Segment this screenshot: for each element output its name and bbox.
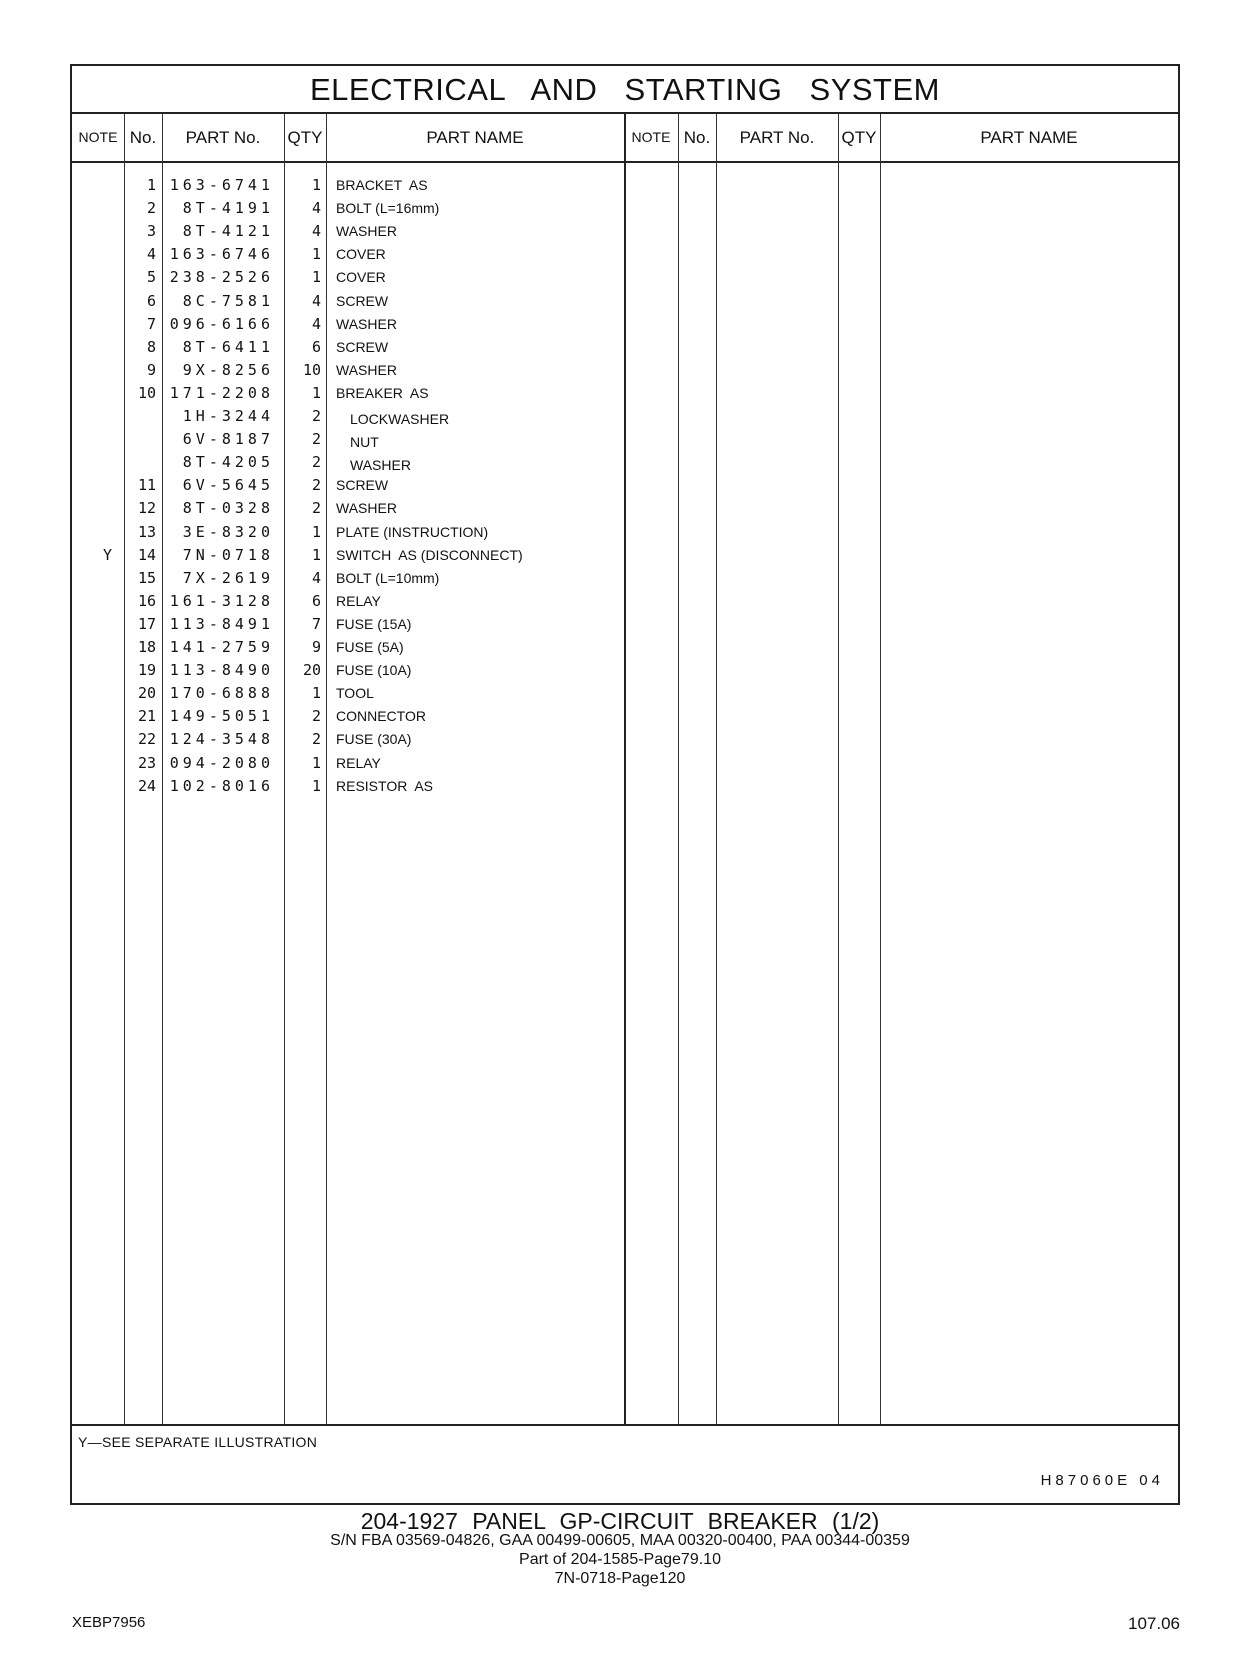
row-quantity: 2 (311, 476, 321, 495)
table-row (72, 728, 1178, 751)
row-part-number: 163-6746 (169, 245, 274, 264)
row-part-name: RELAY (336, 592, 381, 609)
row-part-name: FUSE (15A) (336, 615, 412, 632)
row-number: 6 (146, 291, 156, 310)
table-row (72, 451, 1178, 474)
row-number: 14 (137, 545, 156, 564)
row-quantity: 1 (311, 245, 321, 264)
row-part-name: FUSE (30A) (336, 731, 412, 748)
row-part-name: BREAKER AS (336, 384, 429, 401)
table-row (72, 682, 1178, 705)
row-part-name: BOLT (L=10mm) (336, 569, 440, 586)
row-note: Y (102, 545, 112, 564)
row-part-name: BOLT (L=16mm) (336, 200, 440, 217)
document-id: XEBP7956 (72, 1614, 146, 1631)
row-note (72, 590, 112, 613)
row-note (72, 636, 112, 659)
table-row (72, 336, 1178, 359)
header-qty-left: QTY (287, 128, 323, 147)
row-part-name: FUSE (5A) (336, 639, 404, 655)
row-number: 1 (146, 176, 156, 194)
row-number: 7 (146, 314, 156, 333)
row-quantity: 1 (311, 684, 321, 703)
row-part-name: CONNECTOR (336, 708, 426, 725)
table-row (72, 382, 1178, 405)
row-note (72, 497, 112, 520)
row-note (72, 197, 112, 220)
table-row (72, 290, 1178, 313)
row-note (72, 313, 112, 336)
row-part-number: 149-5051 (169, 707, 274, 726)
figure-code: H87060E 04 (1040, 1472, 1164, 1489)
row-quantity: 7 (311, 614, 321, 633)
row-quantity: 4 (311, 222, 321, 241)
row-number: 22 (137, 730, 156, 749)
table-row (72, 497, 1178, 520)
row-quantity: 9 (311, 638, 321, 656)
table-row (72, 544, 1178, 567)
row-part-number: 7X-2619 (182, 568, 274, 587)
table-row (72, 775, 1178, 798)
row-note (72, 174, 112, 197)
row-note (72, 290, 112, 313)
table-row (72, 636, 1178, 659)
row-quantity: 4 (311, 568, 321, 587)
table-row (72, 197, 1178, 220)
row-note (72, 567, 112, 590)
row-quantity: 1 (311, 522, 321, 541)
row-number: 15 (137, 568, 156, 587)
row-part-number: 124-3548 (169, 730, 274, 749)
row-note (72, 705, 112, 728)
table-row (72, 752, 1178, 775)
row-quantity: 10 (302, 360, 321, 379)
row-number: 4 (146, 245, 156, 264)
row-part-name: SCREW (336, 292, 389, 309)
header-part-no-left: PART No. (185, 128, 261, 147)
row-number: 16 (137, 591, 156, 610)
table-row (72, 266, 1178, 289)
row-note (72, 405, 112, 428)
row-part-number: 113-8490 (169, 661, 274, 680)
row-part-name: WASHER (336, 500, 397, 517)
row-part-name: COVER (336, 246, 386, 263)
table-row (72, 174, 1178, 197)
row-part-name: WASHER (350, 457, 411, 474)
page-reference: 7N-0718-Page120 (554, 1570, 686, 1587)
row-number: 18 (137, 638, 156, 656)
row-note (72, 474, 112, 497)
row-note (72, 613, 112, 636)
row-part-name: COVER (336, 269, 386, 286)
row-part-name: NUT (350, 434, 379, 451)
row-quantity: 2 (311, 430, 321, 449)
row-part-name: FUSE (10A) (336, 662, 412, 679)
table-row (72, 567, 1178, 590)
row-note (72, 220, 112, 243)
row-number: 19 (137, 661, 156, 680)
header-no-left: No. (129, 128, 157, 147)
row-quantity: 1 (311, 268, 321, 287)
row-part-number: 6V-8187 (182, 430, 274, 449)
row-number: 23 (137, 753, 156, 772)
row-part-number: 8C-7581 (182, 291, 274, 310)
row-part-number: 8T-0328 (182, 499, 274, 518)
row-number: 11 (137, 476, 156, 495)
table-row (72, 521, 1178, 544)
row-part-number: 3E-8320 (182, 522, 274, 541)
row-note (72, 243, 112, 266)
row-note (72, 775, 112, 798)
row-note (72, 659, 112, 682)
row-part-number: 163-6741 (169, 176, 274, 194)
row-number: 24 (137, 776, 156, 795)
table-row (72, 590, 1178, 613)
row-part-number: 8T-4121 (182, 222, 274, 241)
section-title: ELECTRICAL AND STARTING SYSTEM (72, 66, 1178, 114)
row-part-name: SCREW (336, 477, 389, 494)
table-row (72, 428, 1178, 451)
row-part-number: 8T-4191 (182, 199, 274, 218)
row-part-name: LOCKWASHER (350, 411, 450, 427)
row-number: 3 (146, 222, 156, 241)
row-note (72, 728, 112, 751)
row-note (72, 521, 112, 544)
row-quantity: 6 (311, 337, 321, 356)
table-row (72, 359, 1178, 382)
row-quantity: 6 (311, 591, 321, 610)
row-part-number: 1H-3244 (182, 407, 274, 425)
row-note (72, 451, 112, 474)
row-number (124, 428, 156, 451)
footnote: Y—SEE SEPARATE ILLUSTRATION (78, 1434, 318, 1450)
row-number: 20 (137, 684, 156, 703)
row-number (124, 405, 156, 428)
header-no-right: No. (683, 128, 711, 147)
row-number: 21 (137, 707, 156, 726)
row-part-number: 096-6166 (169, 314, 274, 333)
row-part-number: 9X-8256 (182, 360, 274, 379)
row-part-name: BRACKET AS (336, 177, 428, 193)
header-note-right: NOTE (631, 129, 671, 145)
header-part-name-left: PART NAME (426, 128, 524, 147)
row-quantity: 4 (311, 291, 321, 310)
row-part-number: 7N-0718 (182, 545, 274, 564)
table-row (72, 659, 1178, 682)
row-quantity: 20 (302, 661, 321, 680)
row-part-number: 113-8491 (169, 614, 274, 633)
row-part-name: WASHER (336, 223, 397, 240)
row-part-number: 238-2526 (169, 268, 274, 287)
row-number: 2 (146, 199, 156, 218)
parts-list-frame (70, 64, 1180, 1505)
table-row (72, 313, 1178, 336)
table-row (72, 613, 1178, 636)
row-quantity: 2 (311, 707, 321, 726)
figure-caption-title: 204-1927 PANEL GP-CIRCUIT BREAKER (1/2) (360, 1508, 880, 1534)
row-part-name: WASHER (336, 361, 397, 378)
row-part-number: 141-2759 (169, 638, 274, 656)
row-part-number: 8T-4205 (182, 453, 274, 472)
row-note (72, 382, 112, 405)
row-number: 8 (146, 337, 156, 356)
header-note-left: NOTE (78, 129, 118, 145)
row-quantity: 1 (311, 383, 321, 402)
table-bottom-divider (72, 1424, 1178, 1426)
row-part-number: 170-6888 (169, 684, 274, 703)
row-note (72, 266, 112, 289)
row-number (124, 451, 156, 474)
row-number: 9 (146, 360, 156, 379)
header-part-name-right: PART NAME (980, 128, 1078, 147)
row-part-name: SCREW (336, 338, 389, 355)
row-note (72, 682, 112, 705)
row-part-name: TOOL (336, 685, 374, 702)
row-number: 12 (137, 499, 156, 518)
row-part-number: 171-2208 (169, 383, 274, 402)
row-quantity: 1 (311, 776, 321, 795)
table-row (72, 220, 1178, 243)
row-number: 17 (137, 614, 156, 633)
row-part-number: 161-3128 (169, 591, 274, 610)
row-part-name: SWITCH AS (DISCONNECT) (336, 546, 523, 563)
row-number: 13 (137, 522, 156, 541)
row-quantity: 2 (311, 730, 321, 749)
row-quantity: 1 (311, 176, 321, 194)
page-number: 107.06 (1128, 1614, 1180, 1633)
row-part-name: WASHER (336, 315, 397, 332)
row-part-number: 102-8016 (169, 776, 274, 795)
row-quantity: 4 (311, 199, 321, 218)
header-part-no-right: PART No. (739, 128, 815, 147)
row-note (72, 359, 112, 382)
header-qty-right: QTY (841, 128, 877, 147)
row-note (72, 336, 112, 359)
row-part-number: 6V-5645 (182, 476, 274, 495)
serial-number-range: S/N FBA 03569-04826, GAA 00499-00605, MAA 00320-00400, PAA 00344-00359 (330, 1532, 910, 1549)
row-note (72, 752, 112, 775)
row-quantity: 2 (311, 499, 321, 518)
row-part-number: 8T-6411 (182, 337, 274, 356)
row-part-name: RESISTOR AS (336, 777, 433, 794)
row-quantity: 2 (311, 407, 321, 425)
table-row (72, 705, 1178, 728)
table-row (72, 474, 1178, 497)
row-quantity: 1 (311, 753, 321, 772)
row-part-name: RELAY (336, 754, 381, 771)
parent-reference: Part of 204-1585-Page79.10 (519, 1551, 721, 1568)
row-number: 5 (146, 268, 156, 287)
table-row (72, 405, 1178, 428)
row-quantity: 1 (311, 545, 321, 564)
table-row (72, 243, 1178, 266)
row-part-name: PLATE (INSTRUCTION) (336, 523, 489, 540)
row-number: 10 (137, 383, 156, 402)
row-quantity: 4 (311, 314, 321, 333)
row-part-number: 094-2080 (169, 753, 274, 772)
row-note (72, 428, 112, 451)
row-quantity: 2 (311, 453, 321, 472)
